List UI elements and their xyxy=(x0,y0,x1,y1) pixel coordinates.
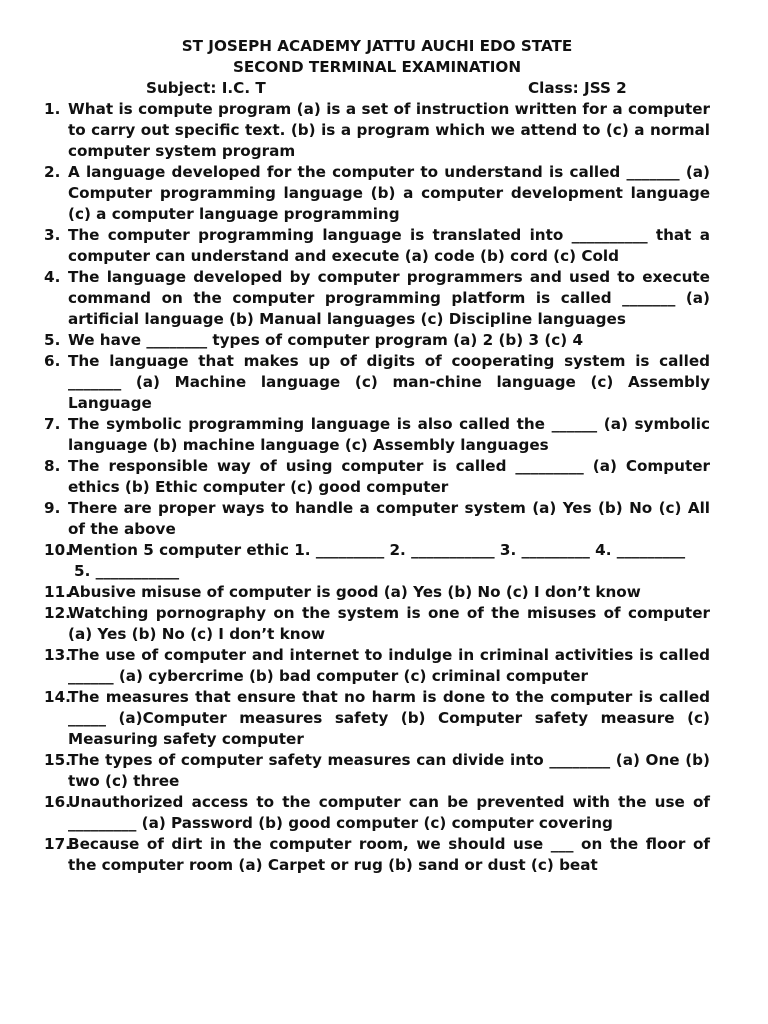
question-text: Because of dirt in the computer room, we should use ___ on the floor of the computer room (a) Carpet or rug (b) sand or dust (c) beat xyxy=(68,835,710,874)
question-item xyxy=(44,582,710,603)
question-item xyxy=(44,351,710,414)
question-number: 15. xyxy=(44,751,71,769)
exam-title: SECOND TERMINAL EXAMINATION xyxy=(232,58,522,76)
question-item xyxy=(44,792,710,834)
question-text: The computer programming language is translated into __________ that a computer can understand and execute (a) code (b) cord (c) Cold xyxy=(68,226,710,265)
school-name: ST JOSEPH ACADEMY JATTU AUCHI EDO STATE xyxy=(181,37,573,55)
question-text: The measures that ensure that no harm is done to the computer is called _____ (a)Computer measures safety (b) Computer safety measure (c) Measuring safety computer xyxy=(68,688,710,748)
question-number: 14. xyxy=(44,688,71,706)
question-item xyxy=(44,330,710,351)
question-text: What is compute program (a) is a set of instruction written for a computer to carry out specific text. (b) is a program which we attend to (c) a normal computer system program xyxy=(68,100,710,160)
question-number: 6. xyxy=(44,352,61,370)
question-list xyxy=(44,99,710,876)
question-number: 2. xyxy=(44,163,61,181)
question-text: The types of computer safety measures can divide into ________ (a) One (b) two (c) three xyxy=(68,751,710,790)
question-item xyxy=(44,687,710,750)
question-text: The use of computer and internet to indulge in criminal activities is called ______ (a) cybercrime (b) bad computer (c) criminal computer xyxy=(68,646,710,685)
question-number: 10. xyxy=(44,541,71,559)
question-text: Mention 5 computer ethic 1. _________ 2. ___________ 3. _________ 4. _________ xyxy=(68,541,686,559)
question-number: 16. xyxy=(44,793,71,811)
question-item xyxy=(44,750,710,792)
question-number: 5. xyxy=(44,331,61,349)
question-item xyxy=(44,834,710,876)
question-number: 9. xyxy=(44,499,61,517)
subject-label: Subject: I.C. T xyxy=(146,79,266,97)
question-item xyxy=(44,414,710,456)
question-text: There are proper ways to handle a computer system (a) Yes (b) No (c) All of the above xyxy=(68,499,710,538)
question-text: The symbolic programming language is also called the ______ (a) symbolic language (b) machine language (c) Assembly languages xyxy=(68,415,710,454)
question-number: 8. xyxy=(44,457,61,475)
question-number: 12. xyxy=(44,604,71,622)
question-text: Abusive misuse of computer is good (a) Yes (b) No (c) I don’t know xyxy=(68,583,641,601)
subject-class-row xyxy=(44,78,710,99)
question-item xyxy=(44,99,710,162)
question-item xyxy=(44,645,710,687)
question-number: 7. xyxy=(44,415,61,433)
question-text: The language developed by computer programmers and used to execute command on the computer programming platform is called _______ (a) artificial language (b) Manual languages (c) Discipline languages xyxy=(68,268,710,328)
question-text: The language that makes up of digits of cooperating system is called _______ (a) Machine language (c) man-chine language (c) Assembly Language xyxy=(68,352,710,412)
question-number: 11. xyxy=(44,583,71,601)
question-text: The responsible way of using computer is called _________ (a) Computer ethics (b) Ethic computer (c) good computer xyxy=(68,457,710,496)
question-number: 17. xyxy=(44,835,71,853)
question-number: 13. xyxy=(44,646,71,664)
class-label: Class: JSS 2 xyxy=(528,79,627,97)
question-number: 3. xyxy=(44,226,61,244)
question-item xyxy=(44,498,710,540)
question-number: 1. xyxy=(44,100,61,118)
question-extra-line: 5. ___________ xyxy=(74,562,180,580)
question-text: We have ________ types of computer program (a) 2 (b) 3 (c) 4 xyxy=(68,331,584,349)
question-item xyxy=(44,456,710,498)
question-item xyxy=(44,225,710,267)
question-item xyxy=(44,267,710,330)
question-item xyxy=(44,540,710,582)
question-number: 4. xyxy=(44,268,61,286)
question-text: A language developed for the computer to understand is called _______ (a) Computer programming language (b) a computer development language (c) a computer language programming xyxy=(68,163,710,223)
question-text: Watching pornography on the system is one of the misuses of computer (a) Yes (b) No (c) I don’t know xyxy=(68,604,710,643)
question-item xyxy=(44,162,710,225)
question-item xyxy=(44,603,710,645)
question-text: Unauthorized access to the computer can be prevented with the use of _________ (a) Password (b) good computer (c) computer covering xyxy=(68,793,710,832)
